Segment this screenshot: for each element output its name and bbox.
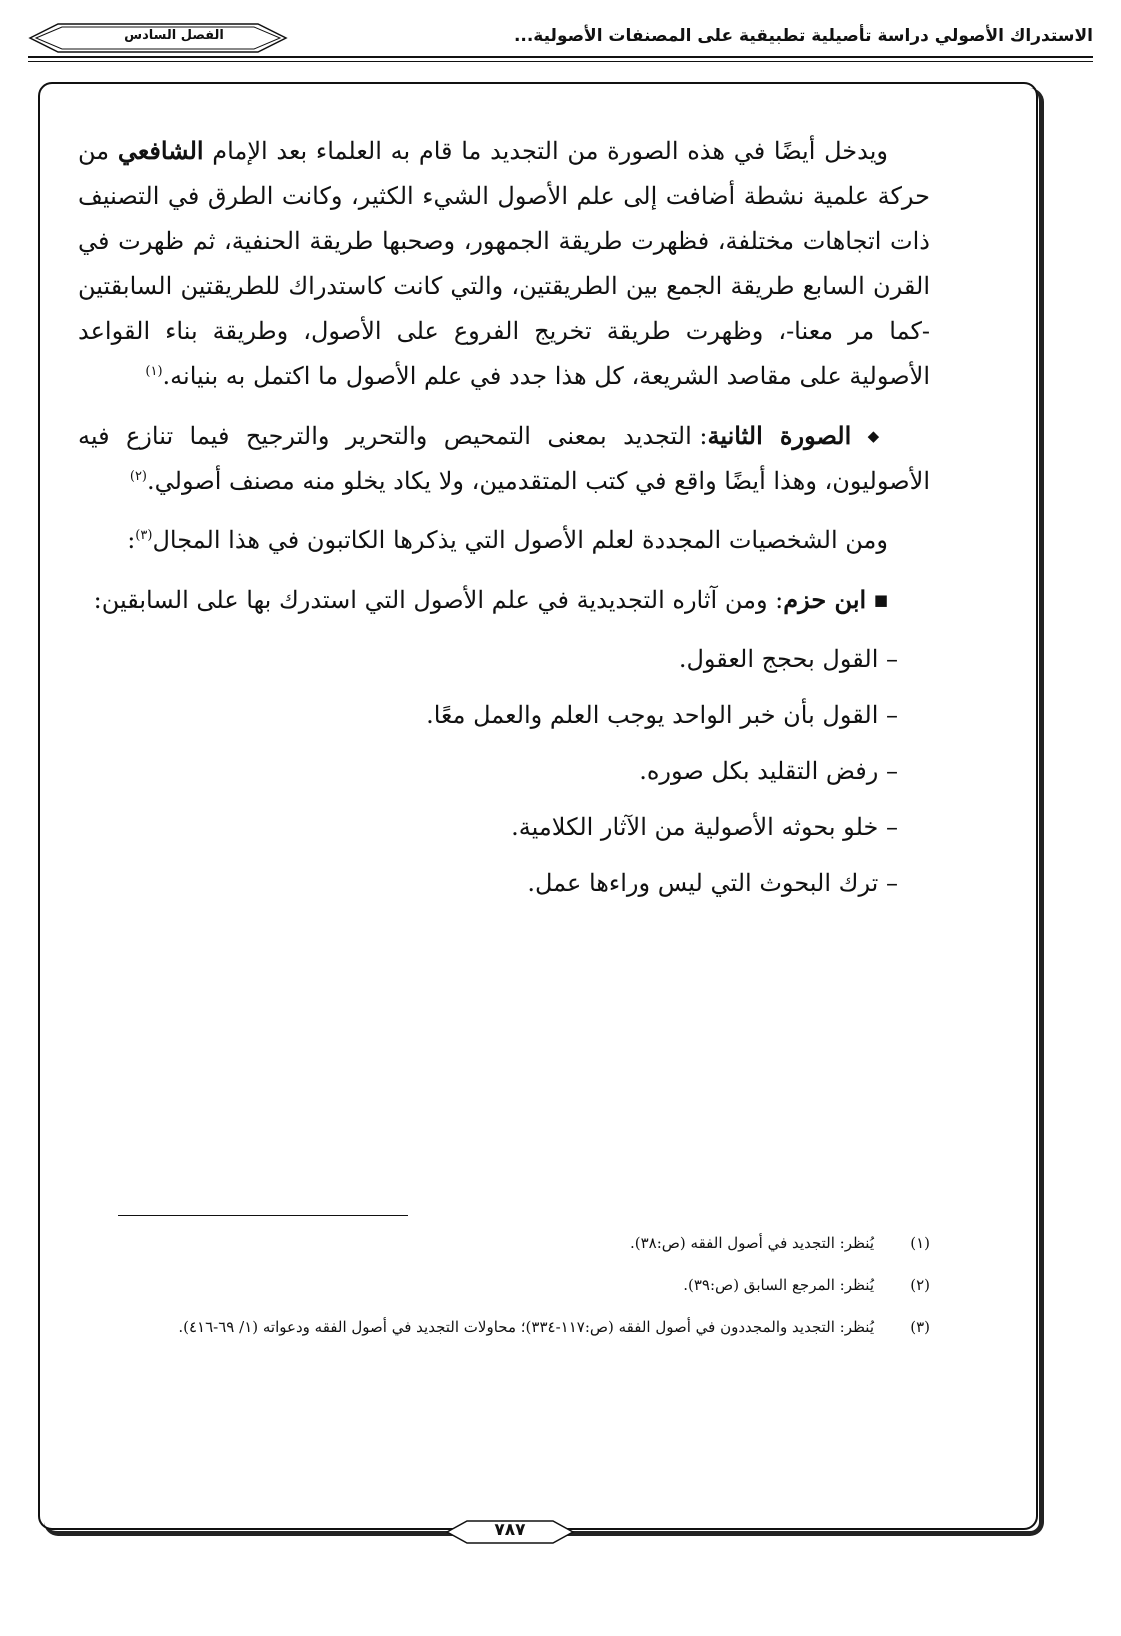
footnote-1 [78, 1228, 930, 1258]
paragraph-4-text: : ومن آثاره التجديدية في علم الأصول التي استدرك بها على السابقين: [93, 586, 784, 614]
contributions-list [78, 637, 930, 905]
footnote-number: (٢) [910, 1276, 930, 1294]
header-rule-thin [28, 61, 1093, 62]
paragraph-1 [78, 128, 930, 399]
paragraph-3 [78, 518, 930, 563]
shafii-name: الشافعي [117, 136, 204, 165]
ibn-hazm-heading: ابن حزم [783, 585, 867, 614]
paragraph-4 [78, 577, 930, 623]
footnote-ref-3[interactable]: (٣) [135, 528, 153, 543]
footnote-separator [118, 1215, 408, 1216]
list-item: – القول بحجج العقول. [678, 645, 898, 673]
list-item: – ترك البحوث التي ليس وراءها عمل. [527, 869, 898, 897]
footnote-text: يُنظر: التجديد والمجددون في أصول الفقه (ص:١١٧-٣٣٤)؛ محاولات التجديد في أصول الفقه ودعواته (١/ ٦٩-٤١٦). [178, 1318, 874, 1336]
list-item: – خلو بحوثه الأصولية من الآثار الكلامية. [511, 813, 898, 841]
footnote-text: يُنظر: المرجع السابق (ص:٣٩). [683, 1276, 874, 1294]
footnote-3 [78, 1312, 930, 1342]
paragraph-3-colon: : [127, 526, 136, 554]
chapter-label: الفصل السادس [124, 28, 224, 43]
square-bullet-icon: ■ [873, 591, 888, 609]
footnote-number: (١) [910, 1234, 930, 1252]
diamond-bullet-icon: ◆ [867, 427, 888, 445]
header-rule [28, 56, 1093, 58]
footnote-2 [78, 1270, 930, 1300]
running-header [28, 18, 1093, 66]
footnote-number: (٣) [910, 1318, 930, 1336]
footnote-ref-2[interactable]: (٢) [129, 469, 147, 484]
paragraph-3-text: ومن الشخصيات المجددة لعلم الأصول التي يذكرها الكاتبون في هذا المجال [152, 526, 888, 554]
footnotes [78, 1228, 930, 1354]
page-number-badge [445, 1518, 575, 1546]
paragraph-2 [78, 413, 930, 504]
paragraph-1-text-continued: من حركة علمية نشطة أضافت إلى علم الأصول الشيء الكثير، وكانت الطرق في التصنيف ذات اتجاهات مختلفة، فظهرت طريقة الجمهور، وصحبها طريقة الحنفية، ثم ظهرت في القرن السابع طريقة الجمع بين الطريقتين، والتي كانت كاستدراك للطريقتين السابقتين -كما مر معنا-، وظهرت طريقة تخريج الفروع على الأصول، وطريقة بناء القواعد الأصولية على مقاصد الشريعة، كل هذا جدد في علم الأصول ما اكتمل به بنيانه. [78, 137, 930, 390]
book-title: الاستدراك الأصولي دراسة تأصيلية تطبيقية على المصنفات الأصولية... [513, 26, 1093, 46]
page-number: ٧٨٧ [494, 1520, 526, 1540]
list-item: – رفض التقليد بكل صوره. [639, 757, 898, 785]
paragraph-1-text: ويدخل أيضًا في هذه الصورة من التجديد ما قام به العلماء بعد الإمام [203, 137, 888, 165]
second-form-heading: الصورة الثانية [707, 421, 852, 450]
footnote-ref-1[interactable]: (١) [145, 364, 163, 379]
paragraph-2-text: : التجديد بمعنى التمحيص والتحرير والترجيح فيما تنازع فيه الأصوليون، وهذا أيضًا واقع في كتب المتقدمين، ولا يكاد يخلو منه مصنف أصولي. [78, 422, 930, 495]
footnote-text: يُنظر: التجديد في أصول الفقه (ص:٣٨). [629, 1234, 874, 1252]
list-item: – القول بأن خبر الواحد يوجب العلم والعمل معًا. [426, 701, 898, 729]
main-text [78, 128, 930, 917]
